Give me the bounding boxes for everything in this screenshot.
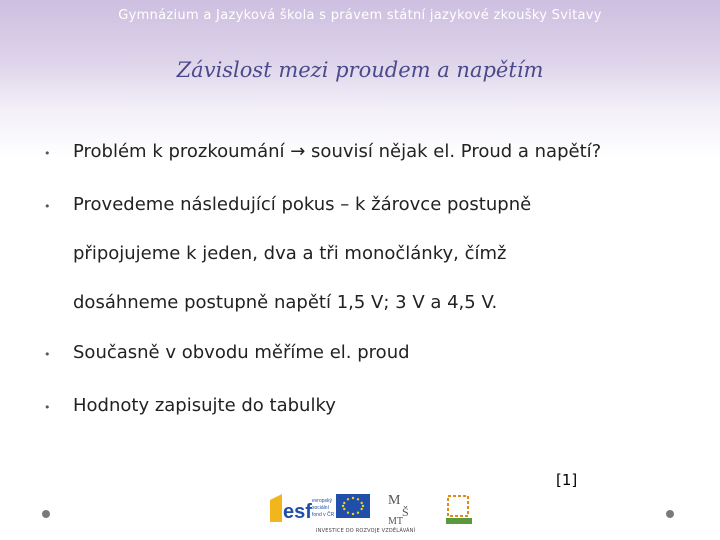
bullet-text: Současně v obvodu měříme el. proud (73, 342, 410, 363)
svg-text:fond v ČR: fond v ČR (312, 512, 335, 518)
citation-reference[interactable]: [1] (556, 471, 578, 489)
bullet-text: Problém k prozkoumání → souvisí nějak el. Proud a napětí? (73, 141, 602, 162)
svg-text:sociální: sociální (312, 505, 329, 511)
school-header: Gymnázium a Jazyková škola s právem státní jazykové zkoušky Svitavy (118, 8, 602, 23)
bullet-text-continued: připojujeme k jeden, dva a tři monočlánky, čímž (73, 243, 507, 264)
bullet-text-continued: dosáhneme postupně napětí 1,5 V; 3 V a 4,5 V. (73, 292, 498, 313)
bullet-marker: • (44, 200, 51, 213)
bullet-text: Hodnoty zapisujte do tabulky (73, 395, 336, 416)
svg-text:esf: esf (283, 501, 312, 523)
logo-strip-text: INVESTICE DO ROZVOJE VZDĚLÁVÁNÍ (316, 528, 416, 534)
svg-text:evropský: evropský (312, 498, 333, 504)
svg-text:MT: MT (388, 516, 403, 527)
msmt-logo (384, 490, 424, 526)
esf-logo (268, 492, 335, 526)
op-vk-logo (444, 492, 474, 526)
svg-text:Š: Š (402, 505, 409, 519)
decorative-dot (666, 510, 674, 518)
bullet-marker: • (44, 147, 51, 160)
bullet-marker: • (44, 348, 51, 361)
decorative-dot (42, 510, 50, 518)
bullet-marker: • (44, 401, 51, 414)
svg-text:M: M (388, 493, 401, 508)
bullet-text: Provedeme následující pokus – k žárovce postupně (73, 194, 532, 215)
eu-flag-logo (336, 494, 370, 518)
slide-title: Závislost mezi proudem a napětím (176, 58, 544, 82)
footer-logo-bar (268, 490, 478, 536)
